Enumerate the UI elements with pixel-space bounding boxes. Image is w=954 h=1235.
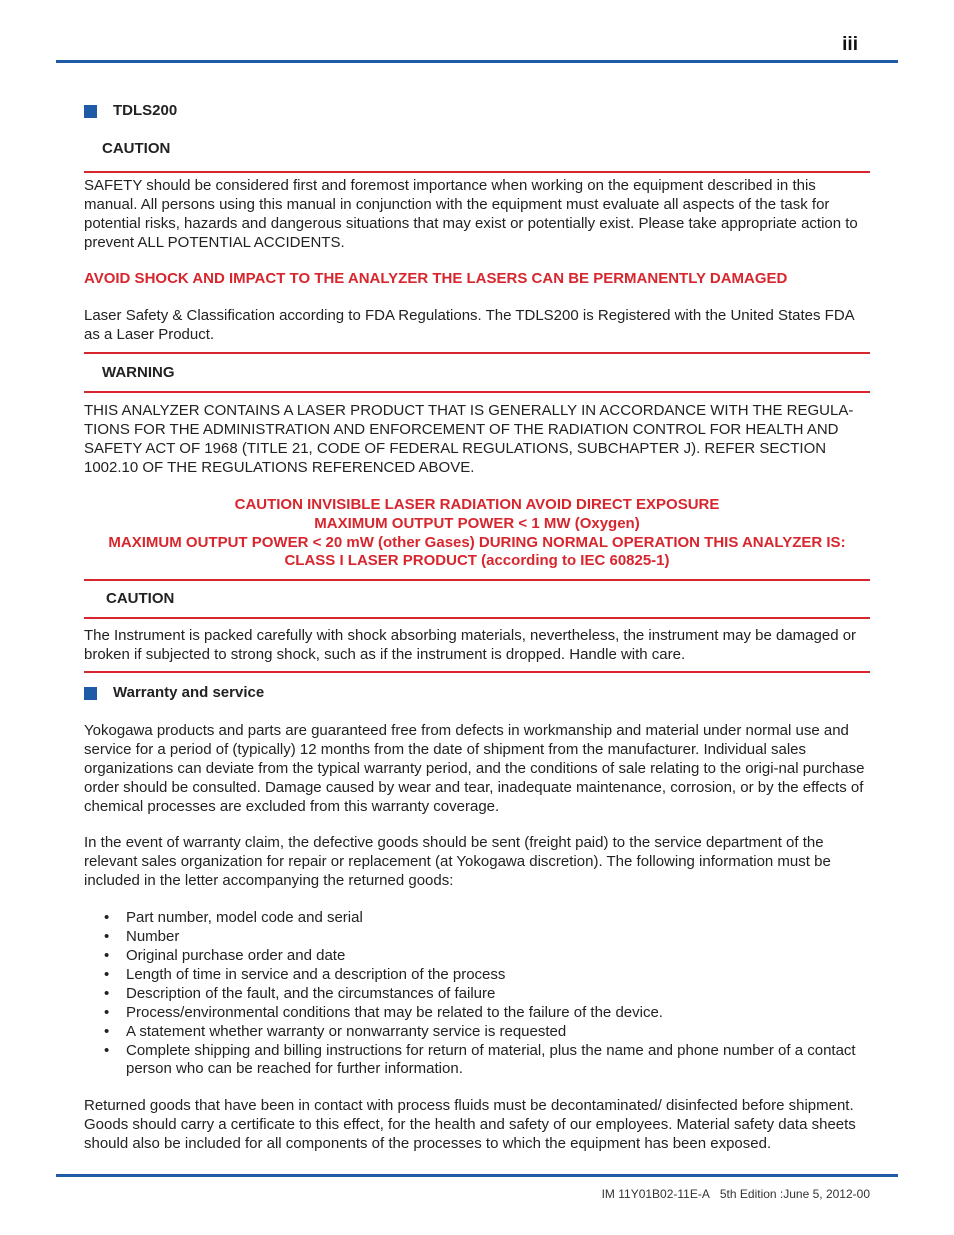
section-square-icon [84, 687, 97, 700]
tdls-title: TDLS200 [113, 102, 178, 119]
doc-id: IM 11Y01B02-11E-A [601, 1187, 710, 1201]
notice-line: MAXIMUM OUTPUT POWER < 20 mW (other Gases) DURING NORMAL OPERATION THIS ANALYZER IS: [108, 533, 846, 551]
page-number: iii [842, 34, 858, 55]
laser-radiation-notice [84, 496, 870, 572]
header-rule [56, 60, 898, 63]
laser-safety-text: Laser Safety & Classification according to FDA Regulations. The TDLS200 is Registered with the United States FDA as a Laser Product. [84, 307, 854, 344]
section-square-icon [84, 105, 97, 118]
caution-label-2: CAUTION [106, 590, 175, 608]
notice-line: CLASS I LASER PRODUCT (according to IEC 60825-1) [284, 552, 670, 570]
notice-line: CAUTION INVISIBLE LASER RADIATION AVOID DIRECT EXPOSURE [234, 495, 720, 513]
avoid-shock-notice: AVOID SHOCK AND IMPACT TO THE ANALYZER THE LASERS CAN BE PERMANENTLY DAMAGED [84, 270, 788, 288]
tdls-heading [84, 102, 870, 121]
caution-text-2: The Instrument is packed carefully with shock absorbing materials, nevertheless, the instrument may be damaged or broken if subjected to strong shock, such as if the instrument is dropped. Handle with care. [84, 627, 857, 664]
page-content [84, 102, 870, 1154]
warranty-heading [84, 684, 870, 703]
return-info-list [84, 909, 870, 1079]
list-item: • Number [126, 928, 870, 947]
list-item: • Process/environmental conditions that may be related to the failure of the device. [126, 1004, 870, 1023]
notice-line: MAXIMUM OUTPUT POWER < 1 MW (Oxygen) [314, 514, 640, 532]
list-item: • A statement whether warranty or nonwarranty service is requested [126, 1023, 870, 1042]
edition: 5th Edition :June 5, 2012-00 [719, 1187, 870, 1201]
footer [602, 1187, 870, 1201]
warning-text: THIS ANALYZER CONTAINS A LASER PRODUCT THAT IS GENERALLY IN ACCORDANCE WITH THE REGULA-TIONS FOR THE ADMINISTRATION AND ENFORCEMENT OF THE RADIATION CONTROL FOR HEALTH AND SAFETY ACT OF 1968 (TITLE 21, CODE OF FEDERAL REGULATIONS, SUBCHAPTER J). REFER SECTION 1002.10 OF THE REGULATIONS REFERENCED ABOVE. [84, 402, 854, 476]
list-item: • Part number, model code and serial [126, 909, 870, 928]
warranty-para-2: In the event of warranty claim, the defective goods should be sent (freight paid) to the service department of the relevant sales organization for repair or replacement (at Yokogawa discretion). The following information must be included in the letter accompanying the returned goods: [84, 834, 831, 890]
list-item: • Length of time in service and a description of the process [126, 966, 870, 985]
footer-rule [56, 1174, 898, 1177]
list-item: • Description of the fault, and the circumstances of failure [126, 985, 870, 1004]
list-item: • Complete shipping and billing instructions for return of material, plus the name and phone number of a contact person who can be reached for further information. [126, 1042, 870, 1080]
warning-label: WARNING [102, 364, 175, 382]
list-item: • Original purchase order and date [126, 947, 870, 966]
warranty-title: Warranty and service [113, 684, 265, 702]
caution-text-1: SAFETY should be considered first and foremost importance when working on the equipment described in this manual. All persons using this manual in conjunction with the equipment must evaluate all aspects of the task for potential risks, hazards and dangerous situations that may exist or potentially exist. Please take appropriate action to prevent ALL POTENTIAL ACCIDENTS. [84, 176, 858, 251]
caution-label-1: CAUTION [102, 139, 171, 157]
warranty-para-3: Returned goods that have been in contact with process fluids must be decontaminated/ disinfected before shipment. Goods should carry a certificate to this effect, for the health and safety of our employees. Material safety data sheets should also be included for all components of the processes to which the equipment has been exposed. [84, 1097, 856, 1153]
warranty-para-1: Yokogawa products and parts are guaranteed free from defects in workmanship and material under normal use and service for a period of (typically) 12 months from the date of shipment from the manufacturer. Individual sales organizations can deviate from the typical warranty period, and the conditions of sale relating to the origi-nal purchase order should be consulted. Damage caused by wear and tear, inadequate maintenance, corrosion, or by the effects of chemical processes are excluded from this warranty coverage. [84, 721, 865, 815]
